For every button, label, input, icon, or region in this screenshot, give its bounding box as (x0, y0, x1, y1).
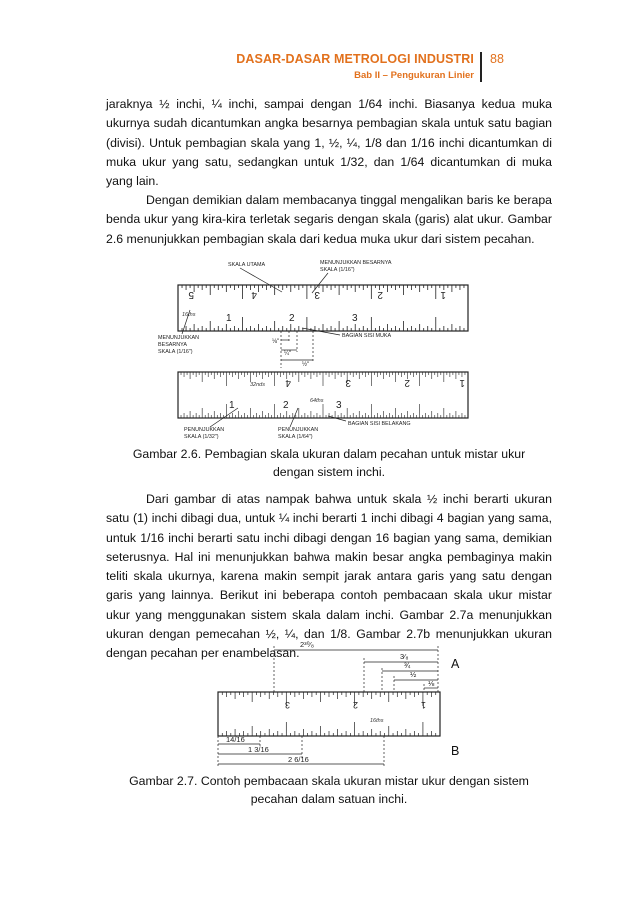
figure-2-7 (214, 636, 448, 776)
dim27-bot-label-2: 1 3/16 (248, 745, 269, 754)
back-bottom-num-1: 1 (229, 400, 235, 411)
paragraph-2: Dengan demikian dalam membacanya tinggal mengalikan baris ke berapa benda ukur yang kira-kira terletak segaris dengan skala (garis) alat ukur. Gambar 2.6 menunjukkan pembagian skala dari kedua muka ukur dari sistem pecahan. (106, 193, 552, 246)
dim27-label-2: 3⁄₈ (400, 652, 409, 661)
header-title: DASAR-DASAR METROLOGI INDUSTRI (236, 52, 474, 66)
caption-2-7-line-1: Gambar 2.7. Contoh pembacaan skala ukuran mistar ukur dengan sistem (129, 774, 529, 788)
figure-2-7-drawing (214, 636, 448, 776)
caption-2-6-line-1: Gambar 2.6. Pembagian skala ukuran dalam pecahan untuk mistar ukur (132, 447, 526, 461)
dim-label-half: ½" (302, 362, 310, 368)
figure-2-6-drawing (150, 258, 480, 446)
paragraph-1: jaraknya ½ inchi, ¼ inchi, sampai dengan 1/64 inchi. Biasanya kedua muka ukurnya sudah dicantumkan angka besarnya pembagian skala untuk satu bagian (divisi). Untuk pembagian skala yang 1, ½, ¼, 1/8 dan 1/16 inchi dicantumkan di muka ukur yang satu, sedangkan untuk 1/32, dan 1/64 dicantumkan di muka yang lain. (106, 97, 552, 189)
front-top-num-5: 5 (188, 289, 194, 300)
caption-2-6-line-2: dengan sistem inchi. (272, 465, 386, 479)
dim27-label-5: ⅛ (428, 679, 435, 688)
paragraph-3: Dari gambar di atas nampak bahwa untuk skala ½ inchi berarti ukuran satu (1) inchi dibagi dua, untuk ¼ inchi berarti 1 inchi dibagi 4 bagian yang sama, untuk 1/16 inchi berarti satu inchi dibagi dengan 16 bagian yang sama, demikian seterusnya. Hal ini menunjukkan bahwa makin besar angka pembaginya makin teliti skala ukurnya, karena makin sempit jarak antara garis yang satu dengan garis yang lainnya. Berikut ini beberapa contoh pembacaan skala ukur mistar ukur yang menggunakan sistem skala dalam inchi. Gambar 2.7a menunjukkan ukuran dengan pemecahan ½, ¼, dan 1/8. Gambar 2.7b menunjukkan ukuran dengan pecahan per enambelasan. (106, 492, 552, 661)
front-top-num-4: 4 (251, 289, 257, 300)
front-bottom-num-2: 2 (289, 313, 295, 324)
page-header (0, 52, 638, 86)
label-skala-left: SKALA (1/16") (158, 349, 193, 355)
front-top-num-1: 1 (440, 289, 446, 300)
back-top-num-1: 1 (459, 377, 465, 388)
figure-2-6 (150, 258, 480, 446)
ruler-2-7-num-3: 3 (284, 700, 290, 710)
header-subtitle: Bab II – Pengukuran Linier (354, 70, 474, 81)
label-skala-utama: SKALA UTAMA (228, 262, 266, 268)
page-number: 88 (490, 52, 504, 66)
ruler-2-7-num-1: 1 (420, 700, 426, 710)
back-top-num-4: 4 (285, 377, 291, 388)
front-top-num-3: 3 (314, 289, 320, 300)
leader-skala-utama (240, 268, 282, 292)
back-bottom-num-3: 3 (336, 400, 342, 411)
label-menunjukkan-top: MENUNJUKKAN BESARNYA (320, 260, 392, 266)
front-bottom-num-1: 1 (226, 313, 232, 324)
dim-label-eighth: ⅛" (272, 339, 280, 345)
label-skala-top: SKALA (1/16") (320, 267, 355, 273)
dim27-label-3: ¾ (404, 661, 411, 670)
caption-figure-2-7 (104, 772, 554, 808)
dim27-label-4: ½ (410, 670, 417, 679)
front-bottom-num-3: 3 (352, 313, 358, 324)
caption-figure-2-6 (104, 445, 554, 481)
back-scale-mark-32: 32nds (250, 382, 265, 388)
back-scale-mark-64: 64ths (310, 398, 324, 404)
back-top-num-2: 2 (404, 377, 410, 388)
figure-2-7-label-b: B (451, 744, 460, 758)
dim27-label-1: 2³⁰⁄₈ (300, 640, 315, 649)
front-scale-mark: 16ths (182, 312, 196, 318)
dim27-bot-label-3: 2 6/16 (288, 755, 309, 764)
label-penunjukkan-32a: PENUNJUKKAN (184, 427, 225, 433)
caption-2-7-line-2: pecahan dalam satuan inchi. (250, 792, 408, 806)
label-menunjukkan-left: MENUNJUKKAN (158, 335, 200, 341)
dim-label-quarter: ¼" (284, 351, 292, 357)
label-penunjukkan-32b: SKALA (1/32") (184, 434, 219, 440)
ruler-2-7-scale-mark: 16ths (370, 718, 384, 724)
header-divider (480, 52, 482, 82)
front-top-num-2: 2 (377, 289, 383, 300)
label-bagian-muka: BAGIAN SISI MUKA (342, 333, 392, 339)
label-penunjukkan-64b: SKALA (1/64") (278, 434, 313, 440)
label-bagian-belakang: BAGIAN SISI BELAKANG (348, 421, 411, 427)
label-penunjukkan-64a: PENUNJUKKAN (278, 427, 319, 433)
label-besarnya-left: BESARNYA (158, 342, 187, 348)
ruler-2-7-num-2: 2 (352, 700, 358, 710)
ruler-2-7 (218, 692, 440, 736)
dim27-bot-label-1: 14/16 (226, 735, 245, 744)
back-top-num-3: 3 (345, 377, 351, 388)
figure-2-7-label-a: A (451, 657, 460, 671)
back-bottom-num-2: 2 (283, 400, 289, 411)
